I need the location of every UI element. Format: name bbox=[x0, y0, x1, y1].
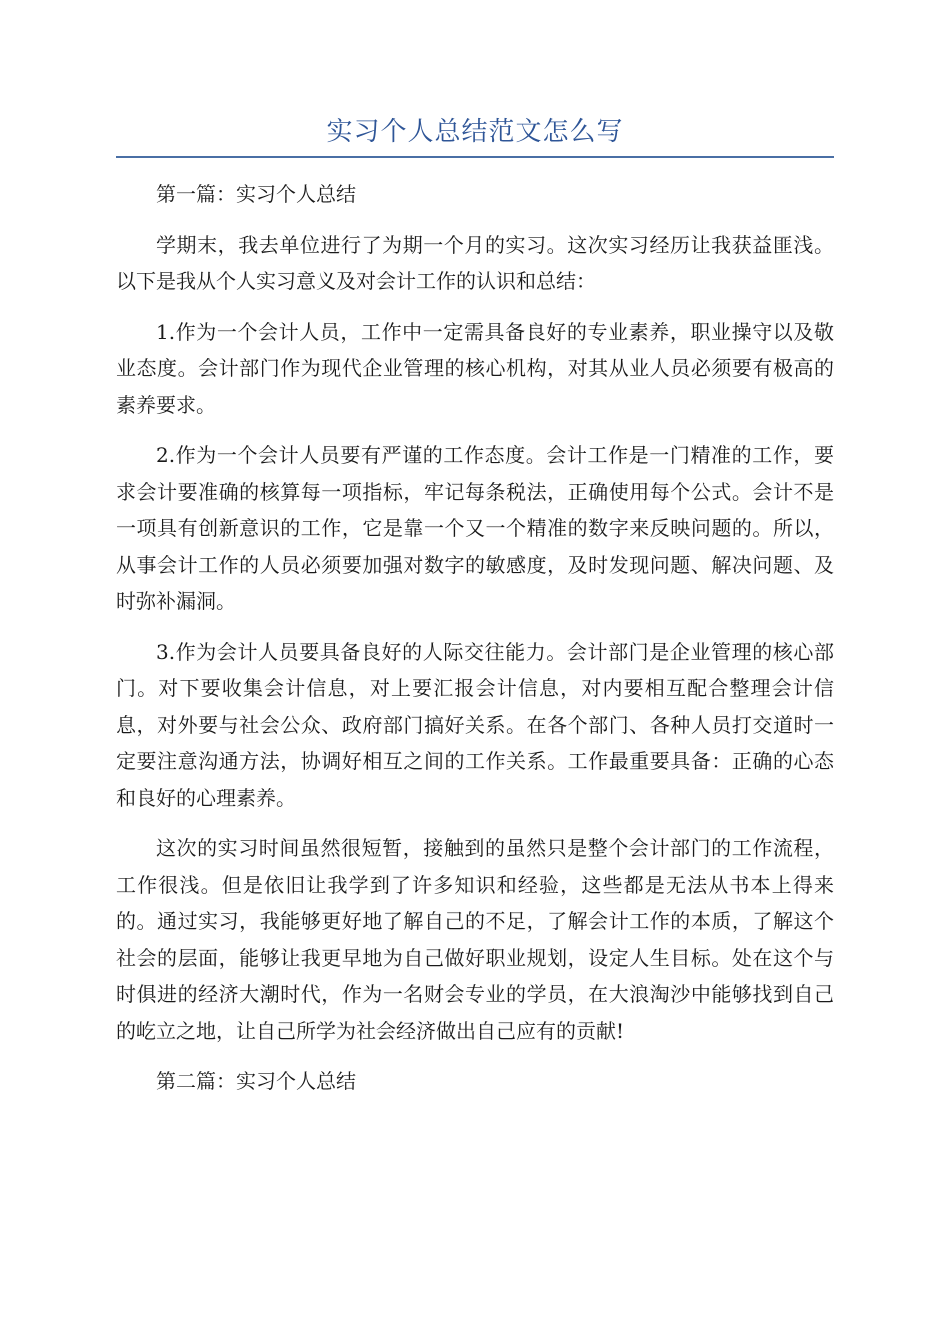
title-block bbox=[116, 112, 834, 158]
document-body bbox=[116, 176, 834, 1114]
paragraph-point-2: 2.作为一个会计人员要有严谨的工作态度。会计工作是一门精准的工作，要求会计要准确的核算每一项指标，牢记每条税法，正确使用每个公式。会计不是一项具有创新意识的工作，它是靠一个又一个精准的数字来反映问题的。所以，从事会计工作的人员必须要加强对数字的敏感度，及时发现问题、解决问题、及时弥补漏洞。 bbox=[116, 443, 834, 613]
section-heading-2: 第二篇：实习个人总结 bbox=[156, 1069, 356, 1093]
paragraph-conclusion: 这次的实习时间虽然很短暂，接触到的虽然只是整个会计部门的工作流程，工作很浅。但是依旧让我学到了许多知识和经验，这些都是无法从书本上得来的。通过实习，我能够更好地了解自己的不足，了解会计工作的本质，了解这个社会的层面，能够让我更早地为自己做好职业规划，设定人生目标。处在这个与时俱进的经济大潮时代，作为一名财会专业的学员，在大浪淘沙中能够找到自己的屹立之地，让自己所学为社会经济做出自己应有的贡献! bbox=[116, 836, 834, 1043]
paragraph-point-1: 1.作为一个会计人员，工作中一定需具备良好的专业素养，职业操守以及敬业态度。会计部门作为现代企业管理的核心机构，对其从业人员必须要有极高的素养要求。 bbox=[116, 319, 834, 417]
document-title: 实习个人总结范文怎么写 bbox=[326, 117, 624, 147]
paragraph-point-3: 3.作为会计人员要具备良好的人际交往能力。会计部门是企业管理的核心部门。对下要收集会计信息，对上要汇报会计信息，对内要相互配合整理会计信息，对外要与社会公众、政府部门搞好关系。在各个部门、各种人员打交道时一定要注意沟通方法，协调好相互之间的工作关系。工作最重要具备：正确的心态和良好的心理素养。 bbox=[116, 639, 834, 810]
section-heading-1: 第一篇：实习个人总结 bbox=[156, 182, 356, 206]
paragraph-intro: 学期末，我去单位进行了为期一个月的实习。这次实习经历让我获益匪浅。以下是我从个人实习意义及对会计工作的认识和总结： bbox=[116, 232, 834, 293]
